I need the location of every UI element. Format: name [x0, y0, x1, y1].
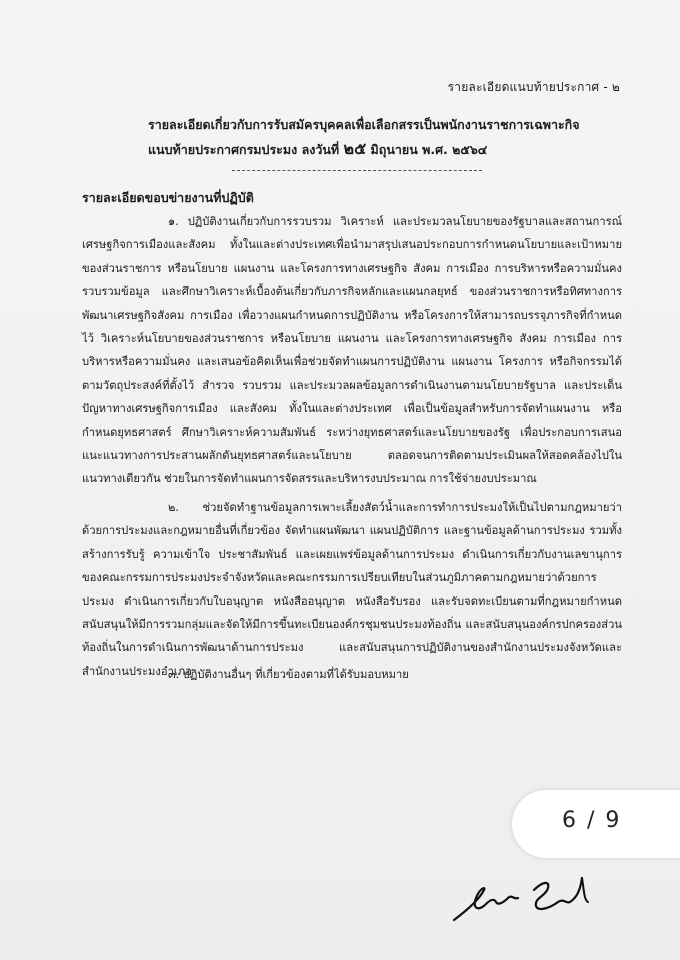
title-date-suffix: มิถุนายน พ.ศ. ๒๕๖๔: [366, 142, 488, 157]
title-date-prefix: แนบท้ายประกาศกรมประมง ลงวันที่: [148, 142, 344, 157]
document-title-line2: [148, 140, 628, 159]
paragraph-2: [82, 496, 622, 683]
title-date-day: ๒๕: [343, 139, 367, 158]
paragraph-3: [82, 663, 622, 686]
page-indicator-text: 6 / 9: [562, 808, 622, 833]
paragraph-3-text: ๓. ปฏิบัติงานอื่นๆ ที่เกี่ยวข้องตามที่ได้รับมอบหมาย: [168, 668, 409, 681]
paragraph-1-text: ๑. ปฏิบัติงานเกี่ยวกับการรวบรวม วิเคราะห์ และประมวลนโยบายของรัฐบาลและสถานการณ์เศรษฐกิจการเมืองและสังคม ทั้งในและต่างประเทศเพื่อนำมาสรุปเสนอประกอบการกำหนดนโยบายและเป้าหมายของส่วนราชการ หรือนโยบาย แผนงาน และโครงการทางเศรษฐกิจ สังคม การเมือง การบริหารหรือความมั่นคง รวบรวมข้อมูล และศึกษาวิเคราะห์เบื้องต้นเกี่ยวกับภารกิจหลักและแผนกลยุทธ์ ของส่วนราชการหรือทิศทางการพัฒนาเศรษฐกิจสังคม การเมือง เพื่อวางแผนกำหนดการปฏิบัติงาน หรือโครงการให้สามารถบรรจุภารกิจที่กำหนดไว้ วิเคราะห์นโยบายของส่วนราชการ หรือนโยบาย แผนงาน และโครงการทางเศรษฐกิจ สังคม การเมือง การบริหารหรือความมั่นคง และเสนอข้อคิดเห็นเพื่อช่วยจัดทำแผนการปฏิบัติงาน แผนงาน โครงการ หรือกิจกรรมได้ตามวัตถุประสงค์ที่ตั้งไว้ สำรวจ รวบรวม และประมวลผลข้อมูลการดำเนินงานตามนโยบายรัฐบาล และประเด็นปัญหาทางเศรษฐกิจการเมือง และสังคม ทั้งในและต่างประเทศ เพื่อเป็นข้อมูลสำหรับการจัดทำแผนงาน หรือกำหนดยุทธศาสตร์ ศึกษาวิเคราะห์ความสัมพันธ์ ระหว่างยุทธศาสตร์และนโยบายของรัฐ เพื่อประกอบการเสนอแนะแนวทางการประสานผลักดันยุทธศาสตร์และนโยบาย ตลอดจนการติดตามประเมินผลให้สอดคล้องไปในแนวทางเดียวกัน ช่วยในการจัดทำแผนการจัดสรรและบริหารงบประมาณ การใช้จ่ายงบประมาณ: [82, 215, 622, 486]
handwritten-signature: [450, 868, 600, 928]
page-indicator: [512, 790, 680, 858]
document-title-line1: รายละเอียดเกี่ยวกับการรับสมัครบุคคลเพื่อเลือกสรรเป็นพนักงานราชการเฉพาะกิจ: [148, 117, 580, 132]
title-divider: [232, 170, 482, 171]
section-heading: รายละเอียดขอบข่ายงานที่ปฏิบัติ: [82, 190, 254, 205]
paragraph-2-text: ๒. ช่วยจัดทำฐานข้อมูลการเพาะเลี้ยงสัตว์น้ำและการทำการประมงให้เป็นไปตามกฎหมายว่าด้วยการประมงและกฎหมายอื่นที่เกี่ยวข้อง จัดทำแผนพัฒนา แผนปฏิบัติการ และฐานข้อมูลด้านการประมง รวมทั้งสร้างการรับรู้ ความเข้าใจ ประชาสัมพันธ์ และเผยแพร่ข้อมูลด้านการประมง ดำเนินการเกี่ยวกับงานเลขานุการของคณะกรรมการประมงประจำจังหวัดและคณะกรรมการเปรียบเทียบในส่วนภูมิภาคตามกฎหมายว่าด้วยการประมง ดำเนินการเกี่ยวกับใบอนุญาต หนังสืออนุญาต หนังสือรับรอง และรับจดทะเบียนตามที่กฎหมายกำหนด สนับสนุนให้มีการรวมกลุ่มและจัดให้มีการขึ้นทะเบียนองค์กรชุมชนประมงท้องถิ่น และสนับสนุนองค์กรปกครองส่วนท้องถิ่นในการดำเนินการพัฒนาด้านการประมง และสนับสนุนการปฏิบัติงานของสำนักงานประมงจังหวัดและสำนักงานประมงอำเภอ: [82, 501, 622, 678]
attachment-note: รายละเอียดแนบท้ายประกาศ - ๒: [447, 80, 620, 94]
paragraph-1: [82, 210, 622, 491]
